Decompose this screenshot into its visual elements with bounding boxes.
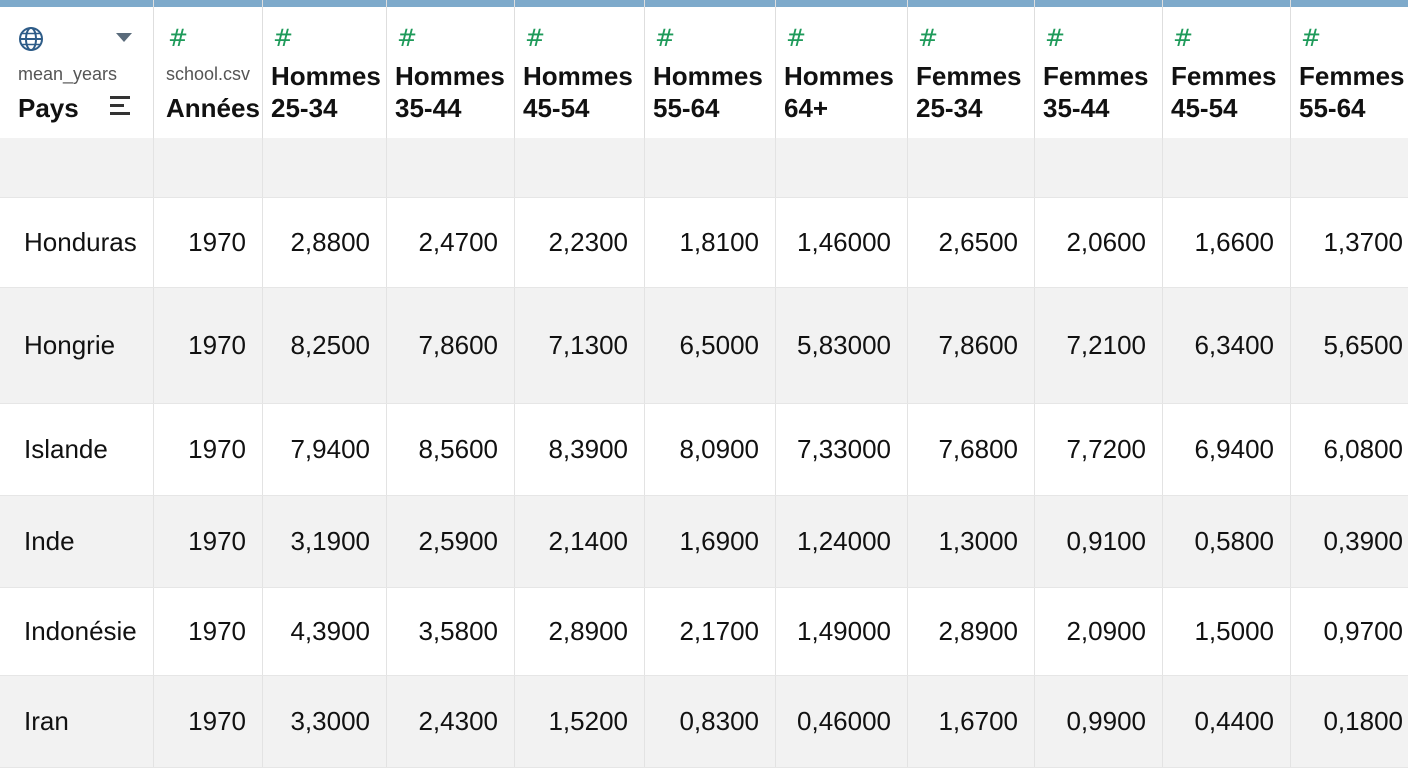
value-cell[interactable]: 5,83000 xyxy=(776,288,908,403)
value-cell[interactable]: 1,24000 xyxy=(776,496,908,587)
table-row[interactable] xyxy=(0,676,1408,768)
value-cell[interactable]: 3,5800 xyxy=(387,588,515,675)
value-cell[interactable]: 2,2300 xyxy=(515,198,645,287)
value-cell[interactable]: 8,2500 xyxy=(263,288,387,403)
country-cell[interactable]: Indonésie xyxy=(0,588,154,675)
value-cell[interactable]: 2,5900 xyxy=(387,496,515,587)
hash-icon: # xyxy=(525,24,546,52)
value-cell[interactable] xyxy=(1291,138,1408,197)
value-cell[interactable] xyxy=(1163,138,1291,197)
value-cell[interactable]: 1970 xyxy=(154,676,263,767)
value-cell[interactable]: 2,1400 xyxy=(515,496,645,587)
value-cell[interactable]: 2,4700 xyxy=(387,198,515,287)
table-row[interactable] xyxy=(0,588,1408,676)
column-subtitle: school.csv xyxy=(166,64,251,84)
value-cell[interactable]: 7,33000 xyxy=(776,404,908,495)
value-cell[interactable]: 4,3900 xyxy=(263,588,387,675)
value-cell[interactable]: 2,0900 xyxy=(1035,588,1163,675)
column-title: Années xyxy=(166,93,260,123)
value-cell[interactable]: 2,4300 xyxy=(387,676,515,767)
table-row[interactable] xyxy=(0,198,1408,288)
value-cell[interactable]: 2,1700 xyxy=(645,588,776,675)
value-cell[interactable]: 7,8600 xyxy=(908,288,1035,403)
hash-icon: # xyxy=(397,24,418,52)
column-title: Hommes xyxy=(784,61,894,91)
country-cell[interactable]: Iran xyxy=(0,676,154,767)
value-cell[interactable]: 6,3400 xyxy=(1163,288,1291,403)
country-cell[interactable]: Honduras xyxy=(0,198,154,287)
column-title-range: 35-44 xyxy=(395,93,462,123)
value-cell[interactable]: 5,6500 xyxy=(1291,288,1408,403)
value-cell[interactable]: 6,9400 xyxy=(1163,404,1291,495)
country-cell[interactable] xyxy=(0,138,154,197)
value-cell[interactable]: 8,5600 xyxy=(387,404,515,495)
value-cell[interactable]: 8,0900 xyxy=(645,404,776,495)
value-cell[interactable]: 3,3000 xyxy=(263,676,387,767)
value-cell[interactable]: 0,1800 xyxy=(1291,676,1408,767)
value-cell[interactable]: 0,9900 xyxy=(1035,676,1163,767)
value-cell[interactable]: 7,6800 xyxy=(908,404,1035,495)
value-cell[interactable]: 2,6500 xyxy=(908,198,1035,287)
country-cell[interactable]: Inde xyxy=(0,496,154,587)
hash-icon: # xyxy=(1173,24,1194,52)
column-header[interactable] xyxy=(645,0,776,138)
column-header[interactable] xyxy=(1035,0,1163,138)
value-cell[interactable]: 7,8600 xyxy=(387,288,515,403)
value-cell[interactable] xyxy=(645,138,776,197)
column-title-range: 25-34 xyxy=(916,93,983,123)
hash-icon: # xyxy=(1301,24,1322,52)
country-cell[interactable]: Islande xyxy=(0,404,154,495)
value-cell[interactable]: 1,3000 xyxy=(908,496,1035,587)
value-cell[interactable]: 7,9400 xyxy=(263,404,387,495)
value-cell[interactable] xyxy=(515,138,645,197)
column-title: Femmes xyxy=(1043,61,1149,91)
value-cell[interactable]: 0,46000 xyxy=(776,676,908,767)
column-title: Hommes xyxy=(395,61,505,91)
value-cell[interactable]: 2,0600 xyxy=(1035,198,1163,287)
column-title: Femmes xyxy=(1299,61,1405,91)
hash-icon: # xyxy=(273,24,294,52)
column-header[interactable] xyxy=(0,0,154,138)
value-cell[interactable]: 3,1900 xyxy=(263,496,387,587)
column-header[interactable] xyxy=(515,0,645,138)
value-cell[interactable]: 0,9100 xyxy=(1035,496,1163,587)
sort-icon[interactable] xyxy=(110,96,132,118)
value-cell[interactable]: 1,5200 xyxy=(515,676,645,767)
column-title-range: 45-54 xyxy=(523,93,590,123)
column-header[interactable] xyxy=(908,0,1035,138)
column-header[interactable] xyxy=(387,0,515,138)
hash-icon: # xyxy=(786,24,807,52)
value-cell[interactable]: 0,8300 xyxy=(645,676,776,767)
column-title: Hommes xyxy=(523,61,633,91)
value-cell[interactable]: 1970 xyxy=(154,198,263,287)
column-subtitle: mean_years xyxy=(18,64,118,84)
column-title-range: 55-64 xyxy=(1299,93,1366,123)
country-cell[interactable]: Hongrie xyxy=(0,288,154,403)
value-cell[interactable]: 1970 xyxy=(154,496,263,587)
value-cell[interactable]: 7,1300 xyxy=(515,288,645,403)
value-cell[interactable]: 7,7200 xyxy=(1035,404,1163,495)
hash-icon: # xyxy=(918,24,939,52)
table-row[interactable] xyxy=(0,496,1408,588)
column-title: Pays xyxy=(18,93,79,123)
value-cell[interactable] xyxy=(776,138,908,197)
value-cell[interactable]: 1,3700 xyxy=(1291,198,1408,287)
value-cell[interactable]: 1,46000 xyxy=(776,198,908,287)
column-title-range: 35-44 xyxy=(1043,93,1110,123)
value-cell[interactable]: 1,6900 xyxy=(645,496,776,587)
column-title-range: 55-64 xyxy=(653,93,720,123)
value-cell[interactable]: 2,8900 xyxy=(515,588,645,675)
value-cell[interactable]: 1970 xyxy=(154,588,263,675)
column-title: Hommes xyxy=(653,61,763,91)
value-cell[interactable]: 1,5000 xyxy=(1163,588,1291,675)
value-cell[interactable] xyxy=(1035,138,1163,197)
value-cell[interactable]: 1970 xyxy=(154,288,263,403)
value-cell[interactable]: 1,6700 xyxy=(908,676,1035,767)
value-cell[interactable]: 2,8800 xyxy=(263,198,387,287)
column-header[interactable] xyxy=(154,0,263,138)
value-cell[interactable]: 2,8900 xyxy=(908,588,1035,675)
value-cell[interactable] xyxy=(908,138,1035,197)
value-cell[interactable]: 0,5800 xyxy=(1163,496,1291,587)
value-cell[interactable]: 0,4400 xyxy=(1163,676,1291,767)
column-header[interactable] xyxy=(1291,0,1408,138)
table-header xyxy=(0,0,1408,140)
value-cell[interactable]: 8,3900 xyxy=(515,404,645,495)
column-title: Hommes xyxy=(271,61,381,91)
column-title-range: 64+ xyxy=(784,93,829,123)
globe-icon xyxy=(18,26,44,57)
value-cell[interactable]: 6,0800 xyxy=(1291,404,1408,495)
table-row[interactable] xyxy=(0,288,1408,404)
column-title: Femmes xyxy=(916,61,1022,91)
value-cell[interactable]: 1,8100 xyxy=(645,198,776,287)
value-cell[interactable] xyxy=(263,138,387,197)
value-cell[interactable]: 0,9700 xyxy=(1291,588,1408,675)
hash-icon: # xyxy=(655,24,676,52)
chevron-down-icon[interactable] xyxy=(116,33,132,42)
value-cell[interactable]: 1,49000 xyxy=(776,588,908,675)
column-title-range: 45-54 xyxy=(1171,93,1238,123)
column-title: Femmes xyxy=(1171,61,1277,91)
table-row[interactable] xyxy=(0,138,1408,198)
value-cell[interactable]: 0,3900 xyxy=(1291,496,1408,587)
value-cell[interactable]: 1,6600 xyxy=(1163,198,1291,287)
column-header[interactable] xyxy=(1163,0,1291,138)
value-cell[interactable]: 6,5000 xyxy=(645,288,776,403)
value-cell[interactable] xyxy=(154,138,263,197)
column-title-range: 25-34 xyxy=(271,93,338,123)
value-cell[interactable]: 1970 xyxy=(154,404,263,495)
column-header[interactable] xyxy=(263,0,387,138)
table-row[interactable] xyxy=(0,404,1408,496)
hash-icon: # xyxy=(168,24,189,52)
hash-icon: # xyxy=(1045,24,1066,52)
value-cell[interactable] xyxy=(387,138,515,197)
value-cell[interactable]: 7,2100 xyxy=(1035,288,1163,403)
column-header[interactable] xyxy=(776,0,908,138)
